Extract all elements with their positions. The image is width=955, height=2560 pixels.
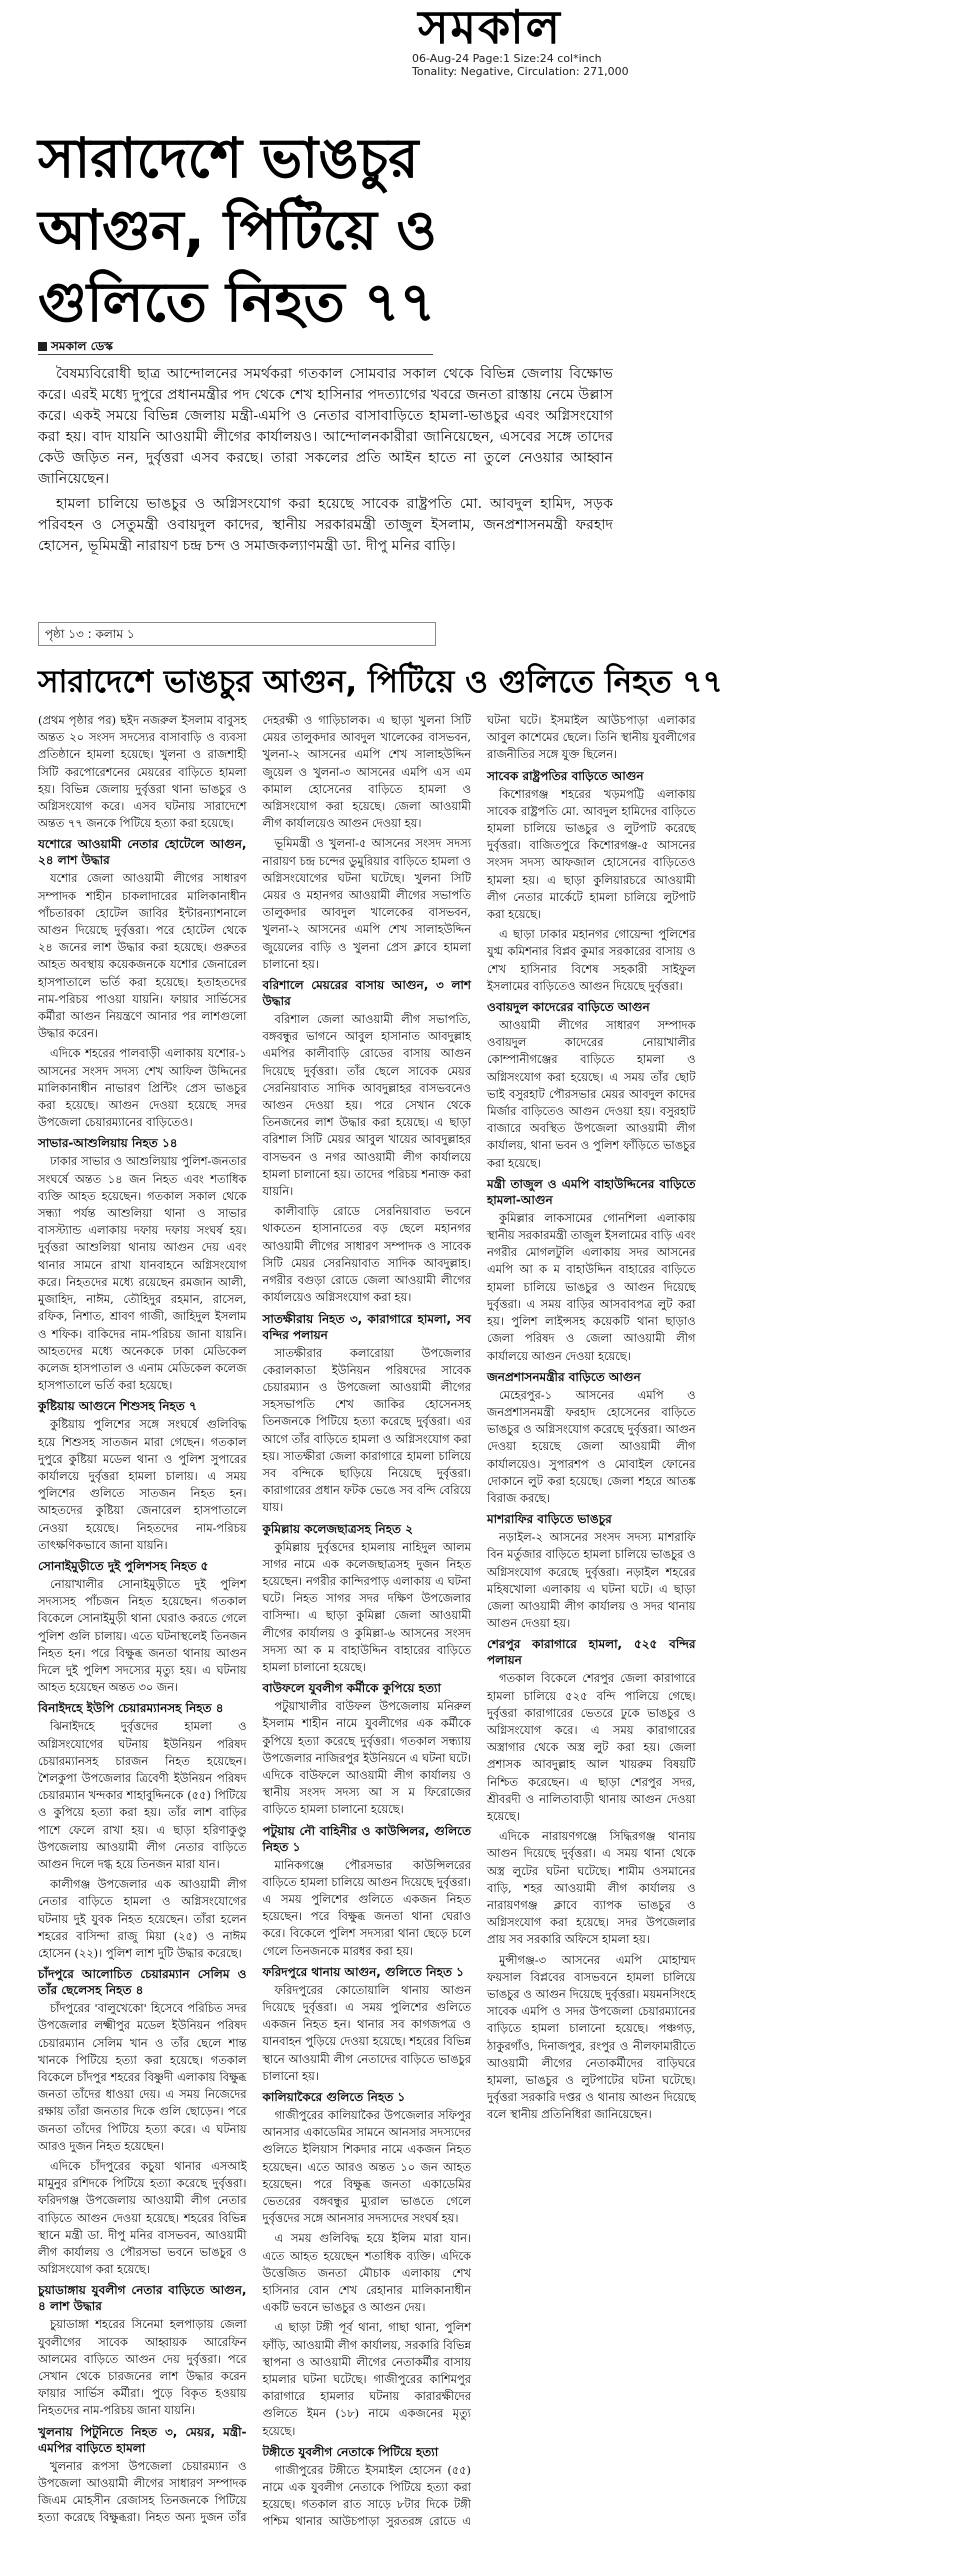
body-paragraph: চাঁদপুরের 'বালুখেকো' হিসেবে পরিচিত সদর উপজেলার লক্ষ্মীপুর মডেল ইউনিয়ন পরিষদ চেয়ারম্যান সেলিম খান ও তাঁর ছেলে শান্ত খানকে পিটিয়ে হত্যা করা হয়েছে। গতকাল বিকেলে চাঁদপুর শহরের বিষ্ণুদী এলাকায় বিক্ষুব্ধ জনতা তাঁদের ধাওয়া দেয়। এ সময় নিজেদের রক্ষায় তাঁরা জনতার দিকে গুলি ছোড়েন। পরে জনতা তাঁদের পিটিয়ে হত্যা করে। এ ঘটনায় আরও দুজন নিহত হয়েছেন। — [38, 2001, 247, 2153]
section-subheading: কুমিল্লায় কলেজছাত্রসহ নিহত ২ — [262, 1521, 414, 1536]
section-subheading: যশোরে আওয়ামী নেতার হোটেলে আগুন, ২৪ লাশ উদ্ধার — [38, 837, 247, 868]
continued-label: পৃষ্ঠা ১৩ : কলাম ১ — [38, 622, 436, 646]
body-paragraph: এদিকে নারায়ণগঞ্জে সিদ্ধিরগঞ্জ থানায় আগুন দিয়েছে দুর্বৃত্তরা। এ সময় থানা থেকে অস্ত্র লুটের ঘটনা ঘটেছে। শামীম ওসমানের বাড়ি, শহর আওয়ামী লীগ কার্যালয় ও নারায়ণগঞ্জ ক্লাবে ব্যাপক ভাঙচুর ও অগ্নিসংযোগ করা হয়েছে। সদর উপজেলার প্রায় সব সরকারি অফিসে হামলা হয়। — [487, 1829, 696, 1947]
body-paragraph: গাজীপুরের টঙ্গীতে ইসমাইল হোসেন (৫৫) নামে এক যুবলীগ নেতাকে পিটিয়ে হত্যা করা হয়েছে। গতকাল রাত সাড়ে ৮টার দিকে টঙ্গী পশ্চিম থানার আউচপাড়া সুরতরঙ্গ রোডে এ ঘটনা ঘটে। ইসমাইল আউচপাড়া এলাকার আবুল কাশেমের ছেলে। তিনি স্থানীয় যুবলীগের রাজনীতির সঙ্গে যুক্ত ছিলেন। — [262, 713, 696, 2529]
body-paragraph: আওয়ামী লীগের সাধারণ সম্পাদক ওবায়দুল কাদেরের নোয়াখালীর কোম্পানীগঞ্জের বাড়িতে হামলা ও অগ্নিসংযোগ করা হয়েছে। এ সময় তাঁর ছোট ভাই বসুরহাট পৌরসভার মেয়র আবদুল কাদের মির্জার বাড়িতেও আগুন দেওয়া হয়। বসুরহাট বাজারে অবস্থিত উপজেলা আওয়ামী লীগ কার্যালয়, থানা ভবন ও পুলিশ ফাঁড়িতে ভাঙচুর করা হয়েছে। — [487, 1018, 696, 1170]
byline — [38, 338, 433, 355]
body-paragraph: কালীগঞ্জ উপজেলার এক আওয়ামী লীগ নেতার বাড়িতে হামলা ও অগ্নিসংযোগের ঘটনায় দুই যুবক নিহত হয়েছেন। তাঁরা হলেন শহরের বাসিন্দা রাজু মিয়া (২৫) ও নাঈম হোসেন (২২)। পুলিশ লাশ দুটি উদ্ধার করেছে। — [38, 1877, 247, 1960]
intro-paragraph: বৈষম্যবিরোধী ছাত্র আন্দোলনের সমর্থকরা গতকাল সোমবার সকাল থেকে বিভিন্ন জেলায় বিক্ষোভ করে। এরই মধ্যে দুপুরে প্রধানমন্ত্রীর পদ থেকে শেখ হাসিনার পদত্যাগের খবরে জনতা রাস্তায় নেমে উল্লাস করে। একই সময়ে বিভিন্ন জেলায় মন্ত্রী-এমপি ও নেতার বাসাবাড়িতে হামলা-ভাঙচুর এবং অগ্নিসংযোগ করা হয়। বাদ যায়নি আওয়ামী লীগের কার্যালয়ও। আন্দোলনকারীরা জানিয়েছেন, এসবের সঙ্গে তাদের কেউ জড়িত নন, দুর্বৃত্তরা এসব করছে। তারা সকলের প্রতি আইন হাতে না তুলে নেওয়ার আহ্বান জানিয়েছেন। — [38, 366, 613, 487]
body-paragraph: ফরিদপুরের কোতোয়ালি থানায় আগুন দিয়েছে দুর্বৃত্তরা। এ সময় পুলিশের গুলিতে একজন নিহত হন। থানার সব কাগজপত্র ও যানবাহন পুড়িয়ে দেওয়া হয়েছে। শহরের বিভিন্ন স্থানে আওয়ামী লীগ নেতাদের বাড়িতে ভাঙচুর চালানো হয়। — [262, 1982, 471, 2083]
section-subheading: চাঁদপুরে আলোচিত চেয়ারম্যান সেলিম ও তাঁর ছেলেসহ নিহত ৪ — [38, 1967, 247, 1998]
body-paragraph: নড়াইল-২ আসনের সংসদ সদস্য মাশরাফি বিন মর্তুজার বাড়িতে হামলা চালিয়ে ভাঙচুর ও অগ্নিসংযোগ করেছে দুর্বৃত্তরা। নড়াইল শহরের মহিষখোলা এলাকায় এ ঘটনা ঘটে। এ ছাড়া জেলা আওয়ামী লীগ কার্যালয় ও সদর থানায় আগুন দেওয়া হয়। — [487, 1530, 696, 1631]
body-paragraph: ঝিনাইদহে দুর্বৃত্তদের হামলা ও অগ্নিসংযোগের ঘটনায় ইউনিয়ন পরিষদ চেয়ারম্যানসহ চারজন নিহত হয়েছেন। শৈলকুপা উপজেলার ত্রিবেণী ইউনিয়ন পরিষদ চেয়ারম্যান খন্দকার শাহাবুদ্দিনকে (৫৫) পিটিয়ে ও কুপিয়ে হত্যা করা হয়। তাঁর লাশ বাড়ির পাশে ফেলে রাখা হয়। এ ছাড়া হরিণাকুণ্ডু উপজেলায় আওয়ামী লীগ নেতার বাড়িতে আগুন দিলে দগ্ধ হয়ে তিনজন মারা যান। — [38, 1719, 247, 1871]
intro-paragraph: হামলা চালিয়ে ভাঙচুর ও অগ্নিসংযোগ করা হয়েছে সাবেক রাষ্ট্রপতি মো. আবদুল হামিদ, সড়ক পরিবহন ও সেতুমন্ত্রী ওবায়দুল কাদের, স্থানীয় সরকারমন্ত্রী তাজুল ইসলাম, জনপ্রশাসনমন্ত্রী ফরহাদ হোসেন, ভূমিমন্ত্রী নারায়ণ চন্দ্র চন্দ ও সমাজকল্যাণমন্ত্রী ডা. দীপু মনির বাড়ি। — [38, 496, 613, 554]
section-subheading: সাবেক রাষ্ট্রপতির বাড়িতে আগুন — [487, 768, 644, 783]
body-paragraph: কুষ্টিয়ায় পুলিশের সঙ্গে সংঘর্ষে গুলিবিদ্ধ হয়ে শিশুসহ সাতজন মারা গেছেন। গতকাল দুপুরে কুষ্টিয়া মডেল থানা ও পুলিশ সুপারের কার্যালয়ে দুর্বৃত্তরা হামলা চালায়। এ সময় পুলিশের গুলিতে সাতজন নিহত হন। আহতদের কুষ্টিয়া জেনারেল হাসপাতালে নেওয়া হয়েছে। নিহতদের নাম-পরিচয় তাৎক্ষণিকভাবে জানা যায়নি। — [38, 1417, 247, 1552]
section-subheading: কুষ্টিয়ায় আগুনে শিশুসহ নিহত ৭ — [38, 1399, 197, 1414]
body-paragraph: চুয়াডাঙ্গা শহরের সিনেমা হলপাড়ায় জেলা যুবলীগের সাবেক আহ্বায়ক আরেফিন আলমের বাড়িতে আগুন দেয় দুর্বৃত্তরা। পরে সেখান থেকে চারজনের লাশ উদ্ধার করেন ফায়ার সার্ভিস কর্মীরা। পুড়ে বিকৃত হওয়ায় নিহতদের নাম-পরিচয় জানা যায়নি। — [38, 2317, 247, 2418]
inner-headline: সারাদেশে ভাঙচুর আগুন, পিটিয়ে ও গুলিতে নিহত ৭৭ — [38, 664, 723, 700]
body-paragraph: মানিকগঞ্জে পৌরসভার কাউন্সিলরের বাড়িতে হামলা চালিয়ে আগুন দিয়েছে দুর্বৃত্তরা। এ সময় পুলিশের গুলিতে একজন নিহত হয়েছেন। পরে বিক্ষুব্ধ জনতা থানা ঘেরাও করে। বিকেলে পুলিশ সদস্যরা থানা ছেড়ে চলে গেলে তিনজনকে মারধর করা হয়। — [262, 1857, 471, 1958]
section-subheading: খুলনায় পিটুনিতে নিহত ৩, মেয়র, মন্ত্রী-এমপির বাড়িতে হামলা — [38, 2424, 247, 2455]
intro-text — [38, 364, 613, 561]
byline-square-icon — [38, 342, 47, 351]
section-subheading: টঙ্গীতে যুবলীগ নেতাকে পিটিয়ে হত্যা — [262, 2444, 439, 2459]
body-paragraph: কালীবাড়ি রোডে সেরনিয়াবাত ভবনে থাকতেন হাসানাতের বড় ছেলে মহানগর আওয়ামী লীগের সাধারণ সম্পাদক ও সাবেক সিটি মেয়র সেরনিয়াবাত সাদিক আবদুল্লাহ। নগরীর বগুড়া রোডে জেলা আওয়ামী লীগের কার্যালয়েও অগ্নিসংযোগ করা হয়। — [262, 1204, 471, 1305]
masthead — [0, 0, 955, 80]
body-paragraph: যশোর জেলা আওয়ামী লীগের সাধারণ সম্পাদক শাহীন চাকলাদারের মালিকানাধীন পাঁচতারকা হোটেল জাবির ইন্টারন্যাশনালে আগুন দিয়েছে দুর্বৃত্তরা। পরে হোটেল থেকে ২৪ জনের লাশ উদ্ধার করা হয়েছে। গুরুতর আহত অবস্থায় কয়েকজনকে যশোর জেনারেল হাসপাতালে ভর্তি করা হয়েছে। হতাহতদের নাম-পরিচয় পাওয়া যায়নি। ফায়ার সার্ভিসের কর্মীরা আগুন নিয়ন্ত্রণে আনার পর লাশগুলো উদ্ধার করেন। — [38, 871, 247, 1041]
section-subheading: বরিশালে মেয়রের বাসায় আগুন, ৩ লাশ উদ্ধার — [262, 978, 471, 1009]
section-subheading: সোনাইমুড়ীতে দুই পুলিশসহ নিহত ৫ — [38, 1558, 209, 1573]
body-paragraph: ঢাকার সাভার ও আশুলিয়ায় পুলিশ-জনতার সংঘর্ষে অন্তত ১৪ জন নিহত এবং শতাধিক ব্যক্তি আহত হয়েছেন। গতকাল সকাল থেকে সন্ধ্যা পর্যন্ত আশুলিয়া থানা ও সাভার বাসস্ট্যান্ড এলাকায় দফায় দফায় সংঘর্ষ হয়। দুর্বৃত্তরা আশুলিয়া থানায় আগুন দেয় এবং থানার সামনে রাখা যানবাহনে অগ্নিসংযোগ করে। নিহতদের মধ্যে রয়েছেন রমজান আলী, মুজাহিদ, নাঈম, তৌহিদুর রহমান, রাসেল, রফিক, নিশাত, শ্রাবণ গাজী, জাহিদুল ইসলাম ও শফিক। বাকিদের নাম-পরিচয় জানা যায়নি। আহতদের মধ্যে অনেককে ঢাকা মেডিকেল কলেজ হাসপাতাল ও এনাম মেডিকেল কলেজ হাসপাতালে ভর্তি করা হয়েছে। — [38, 1154, 247, 1393]
body-paragraph: নোয়াখালীর সোনাইমুড়ীতে দুই পুলিশ সদস্যসহ পাঁচজন নিহত হয়েছেন। গতকাল বিকেলে সোনাইমুড়ী থানা ঘেরাও করতে গেলে পুলিশ গুলি চালায়। এতে ঘটনাস্থলেই তিনজন নিহত হন। পরে বিক্ষুব্ধ জনতা থানায় আগুন দিলে দুই পুলিশ সদস্যের মৃত্যু হয়। এ ঘটনায় আহত হয়েছেন অন্তত ৩০ জন। — [38, 1576, 247, 1695]
body-paragraph: এ ছাড়া টঙ্গী পূর্ব থানা, গাছা থানা, পুলিশ ফাঁড়ি, আওয়ামী লীগ কার্যালয়, সরকারি বিভিন্ন স্থাপনা ও আওয়ামী লীগের নেতাকর্মীর বাসায় হামলার ঘটনা ঘটেছে। গাজীপুরের কাশিমপুর কারাগারে হামলার ঘটনায় কারারক্ষীদের গুলিতে ইমন (১৮) নামে একজনের মৃত্যু হয়েছে। — [262, 2320, 471, 2438]
article-body-columns — [38, 712, 920, 2542]
body-paragraph: খুলনার রূপসা উপজেলা চেয়ারম্যান ও উপজেলা আওয়ামী লীগের সাধারণ সম্পাদক জিএম মোহসীন রেজাসহ তিনজনকে পিটিয়ে হত্যা করেছে বিক্ষুব্ধরা। নিহত অন্য দুজন তাঁর দেহরক্ষী ও গাড়িচালক। এ ছাড়া খুলনা সিটি মেয়র তালুকদার আবদুল খালেকের বাসভবন, খুলনা-২ আসনের এমপি শেখ সালাহউদ্দিন জুয়েল ও খুলনা-৩ আসনের এমপি এস এম কামাল হোসেনের বাড়িতে হামলা ও অগ্নিসংযোগ করা হয়েছে। জেলা আওয়ামী লীগ কার্যালয়েও আগুন দেওয়া হয়। — [38, 713, 471, 2525]
section-subheading: শেরপুর কারাগারে হামলা, ৫২৫ বন্দির পলায়ন — [487, 1637, 696, 1668]
clip-details: Tonality: Negative, Circulation: 271,000 — [412, 65, 629, 78]
body-paragraph: কিশোরগঞ্জ শহরের খড়মপট্টি এলাকায় সাবেক রাষ্ট্রপতি মো. আবদুল হামিদের বাড়িতে হামলা চালিয়ে ভাঙচুর ও লুটপাট করেছে দুর্বৃত্তরা। বাজিতপুরে কিশোরগঞ্জ-৫ আসনের সংসদ সদস্য আফজাল হোসেনের বাড়িতেও হামলা হয়। এ ছাড়া কুলিয়ারচরে আওয়ামী লীগ নেতার মার্কেটে হামলা চালিয়ে লুটপাট করা হয়েছে। — [487, 786, 696, 922]
body-paragraph: ভূমিমন্ত্রী ও খুলনা-৫ আসনের সংসদ সদস্য নারায়ণ চন্দ্র চন্দের ডুমুরিয়ার বাড়িতে হামলা ও অগ্নিসংযোগের ঘটনা ঘটেছে। খুলনা সিটি মেয়র ও মহানগর আওয়ামী লীগের সভাপতি তালুকদার আবদুল খালেকের বাসভবন, খুলনা-২ আসনের এমপি শেখ সালাহউদ্দিন জুয়েলের বাড়ি ও খুলনা প্রেস ক্লাবে হামলা চালানো হয়। — [262, 836, 471, 971]
main-headline: সারাদেশে ভাঙচুর আগুন, পিটিয়ে ও গুলিতে নিহত ৭৭ — [38, 126, 437, 334]
body-paragraph: গতকাল বিকেলে শেরপুর জেলা কারাগারে হামলা চালিয়ে ৫২৫ বন্দি পালিয়ে গেছে। দুর্বৃত্তরা কারাগারের ভেতরে ঢুকে ভাঙচুর ও অগ্নিসংযোগ করে। এ সময় কারাগারের অস্ত্রাগার থেকে অস্ত্র লুট করা হয়। জেলা প্রশাসক আবদুল্লাহ আল খায়রুম বিষয়টি নিশ্চিত করেছেন। এ ছাড়া শেরপুর সদর, শ্রীবরদী ও নালিতাবাড়ী থানায় আগুন দেওয়া হয়েছে। — [487, 1671, 696, 1823]
body-paragraph: এদিকে শহরের পালবাড়ী এলাকায় যশোর-১ আসনের সংসদ সদস্য শেখ আফিল উদ্দিনের মালিকানাধীন নাভারণ প্রিন্টিং প্রেস ভাঙচুর করা হয়েছে। আগুন দেওয়া হয়েছে সদর উপজেলা চেয়ারম্যানের বাড়িতেও। — [38, 1046, 247, 1130]
body-paragraph: গাজীপুরের কালিয়াকৈর উপজেলার সফিপুর আনসার একাডেমির সামনে আনসার সদস্যদের গুলিতে ইলিয়াস শিকদার নামে একজন নিহত হয়েছেন। এতে আরও অন্তত ১০ জন আহত হয়েছেন। পরে বিক্ষুব্ধ জনতা একাডেমির ভেতরের বঙ্গবন্ধুর ম্যুরাল ভাঙতে গেলে দুর্বৃত্তদের সঙ্গে আনসার সদস্যদের সংঘর্ষ হয়। — [262, 2108, 471, 2226]
section-subheading: কালিয়াকৈরে গুলিতে নিহত ১ — [262, 2090, 406, 2105]
section-subheading: বাউফলে যুবলীগ কর্মীকে কুপিয়ে হত্যা — [262, 1681, 441, 1696]
body-paragraph: সাতক্ষীরার কলারোয়া উপজেলার কেরালকাতা ইউনিয়ন পরিষদের সাবেক চেয়ারম্যান ও উপজেলা আওয়ামী লীগের সহসভাপতি শেখ জাকির হোসেনসহ তিনজনকে পিটিয়ে হত্যা করেছে দুর্বৃত্তরা। এর আগে তাঁর বাড়িতে হামলা ও অগ্নিসংযোগ করা হয়। সাতক্ষীরা জেলা কারাগারে হামলা চালিয়ে সব বন্দিকে ছাড়িয়ে নিয়েছে দুর্বৃত্তরা। কারাগারের প্রধান ফটক ভেঙে সব বন্দি বেরিয়ে যায়। — [262, 1345, 471, 1515]
clip-info: 06-Aug-24 Page:1 Size:24 col*inch — [412, 52, 602, 65]
body-paragraph: (প্রথম পৃষ্ঠার পর) ছইদ নজরুল ইসলাম বাবুসহ অন্তত ২০ সংসদ সদস্যের বাসাবাড়ি ও ব্যবসা প্রতিষ্ঠানে হামলা হয়েছে। খুলনা ও রাজশাহী সিটি করপোরেশনের মেয়রের বাড়িতে হামলা হয়। বিভিন্ন জেলায় দুর্বৃত্তরা থানা ভাঙচুর ও অগ্নিসংযোগ করে। এসব ঘটনায় সারাদেশে অন্তত ৭৭ জনকে পিটিয়ে হত্যা করা হয়েছে। — [38, 713, 247, 831]
section-subheading: ফরিদপুরে থানায় আগুন, গুলিতে নিহত ১ — [262, 1964, 464, 1979]
section-subheading: ওবায়দুল কাদেরের বাড়িতে আগুন — [487, 1000, 650, 1015]
body-paragraph: কুমিল্লার লাকসামের গোনশিলা এলাকায় স্থানীয় সরকারমন্ত্রী তাজুল ইসলামের বাড়ি এবং নগরীর মোগলটুলি এলাকায় সদর আসনের এমপি আ ক ম বাহাউদ্দিন বাহারের বাড়িতে হামলা চালিয়ে ভাঙচুর ও আগুন দিয়েছে দুর্বৃত্তরা। এ সময় বাড়ির আসবাবপত্র লুট করা হয়। পুলিশ লাইন্সসহ কয়েকটি থানা ছাড়াও জেলা পরিষদ ও জেলা আওয়ামী লীগ কার্যালয়ে আগুন দেওয়া হয়েছে। — [487, 1210, 696, 1363]
section-subheading: সাতক্ষীরায় নিহত ৩, কারাগারে হামলা, সব বন্দির পলায়ন — [262, 1311, 471, 1342]
section-subheading: সাভার-আশুলিয়ায় নিহত ১৪ — [38, 1136, 178, 1151]
section-subheading: জনপ্রশাসনমন্ত্রীর বাড়িতে আগুন — [487, 1369, 641, 1384]
section-subheading: চুয়াডাঙ্গায় যুবলীগ নেতার বাড়িতে আগুন, ৪ লাশ উদ্ধার — [38, 2283, 247, 2314]
body-paragraph: এ সময় গুলিবিদ্ধ হয়ে ইলিম মারা যান। এতে আহত হয়েছেন শতাধিক ব্যক্তি। এদিকে উত্তেজিত জনতা মৌচাক এলাকায় শেখ হাসিনার বোন শেখ রেহানার মালিকানাধীন একটি ভবনে ভাঙচুর ও আগুন দেয়। — [262, 2231, 471, 2315]
byline-text: সমকাল ডেস্ক — [51, 339, 113, 353]
section-subheading: মাশরাফির বাড়িতে ভাঙচুর — [487, 1512, 612, 1527]
body-paragraph: কুমিল্লায় দুর্বৃত্তদের হামলায় নাহিদুল আলম সাগর নামে এক কলেজছাত্রসহ দুজন নিহত হয়েছেন। নগরীর কান্দিরপাড় এলাকায় এ ঘটনা ঘটে। নিহত সাগর সদর দক্ষিণ উপজেলার বাসিন্দা। এ ছাড়া কুমিল্লা জেলা আওয়ামী লীগের কার্যালয় ও কুমিল্লা-৬ আসনের সংসদ সদস্য আ ক ম বাহাউদ্দিন বাহারের বাড়িতে হামলা চালানো হয়েছে। — [262, 1539, 471, 1674]
newspaper-logo: সমকাল — [418, 0, 562, 54]
body-paragraph: মুন্সীগঞ্জ-৩ আসনের এমপি মোহাম্মদ ফয়সাল বিপ্লবের বাসভবনে হামলা চালিয়ে ভাঙচুর ও আগুন দিয়েছে দুর্বৃত্তরা। ময়মনসিংহে সাবেক এমপি ও সদর উপজেলা চেয়ারম্যানের বাড়িতে হামলা চালানো হয়েছে। পঞ্চগড়, ঠাকুরগাঁও, দিনাজপুর, রংপুর ও নীলফামারীতে আওয়ামী লীগের নেতাকর্মীদের বাড়িঘরে হামলা, ভাঙচুর ও লুটপাটের ঘটনা ঘটেছে। দুর্বৃত্তরা সরকারি দপ্তর ও থানায় আগুন দিয়েছে বলে স্থানীয় প্রতিনিধিরা জানিয়েছেন। — [487, 1952, 696, 2122]
body-paragraph: বরিশাল জেলা আওয়ামী লীগ সভাপতি, বঙ্গবন্ধুর ভাগনে আবুল হাসানাত আবদুল্লাহ এমপির কালীবাড়ি রোডের বাসায় আগুন দিয়েছে দুর্বৃত্তরা। তাঁর ছেলে সাবেক মেয়র সেরনিয়াবাত সাদিক আবদুল্লাহর বাসভবনেও আগুন দেওয়া হয়। পরে সেখান থেকে তিনজনের লাশ উদ্ধার করা হয়েছে। এ ছাড়া বরিশাল সিটি মেয়র আবুল খায়ের আবদুল্লাহর বাসভবন ও নগর আওয়ামী লীগ কার্যালয়ে হামলা চালানো হয়। তাদের পরিচয় শনাক্ত করা যায়নি। — [262, 1012, 471, 1199]
clip-meta — [412, 52, 629, 78]
body-paragraph: মেহেরপুর-১ আসনের এমপি ও জনপ্রশাসনমন্ত্রী ফরহাদ হোসেনের বাড়িতে ভাঙচুর ও অগ্নিসংযোগ করেছে দুর্বৃত্তরা। আগুন দেওয়া হয়েছে জেলা আওয়ামী লীগ কার্যালয়েও। সুপারশপ ও মোবাইল ফোনের দোকানে লুট করা হয়েছে। জেলা শহরে আতঙ্ক বিরাজ করছে। — [487, 1387, 696, 1505]
section-subheading: বিনাইদহে ইউপি চেয়ারম্যানসহ নিহত ৪ — [38, 1701, 224, 1716]
body-paragraph: এদিকে চাঁদপুরের কচুয়া থানার এসআই মামুনুর রশিদকে পিটিয়ে হত্যা করেছে দুর্বৃত্তরা। ফরিদগঞ্জ উপজেলায় আওয়ামী লীগ নেতার বাড়িতে আগুন দেওয়া হয়েছে। শহরের বিভিন্ন স্থানে মন্ত্রী ডা. দীপু মনির বাসভবন, আওয়ামী লীগ কার্যালয় ও পৌরসভা ভবনে ভাঙচুর ও অগ্নিসংযোগ করা হয়েছে। — [38, 2159, 247, 2277]
section-subheading: মন্ত্রী তাজুল ও এমপি বাহাউদ্দিনের বাড়িতে হামলা-আগুন — [487, 1176, 696, 1207]
body-paragraph: পটুয়াখালীর বাউফল উপজেলায় মনিরুল ইসলাম শাহীন নামে যুবলীগের এক কর্মীকে কুপিয়ে হত্যা করেছে দুর্বৃত্তরা। গতকাল সন্ধ্যায় উপজেলার নাজিরপুর ইউনিয়নে এ ঘটনা ঘটে। এদিকে বাউফলে আওয়ামী লীগ কার্যালয় ও স্থানীয় সংসদ সদস্য আ স ম ফিরোজের বাড়িতে হামলা চালানো হয়েছে। — [262, 1699, 471, 1817]
section-subheading: পটুয়ায় নৌ বাহিনীর ও কাউন্সিলর, গুলিতে নিহত ১ — [262, 1823, 471, 1854]
body-paragraph: এ ছাড়া ঢাকার মহানগর গোয়েন্দা পুলিশের যুগ্ম কমিশনার বিপ্লব কুমার সরকারের বাসায় ও শেখ হাসিনার বিশেষ সহকারী সাইফুল ইসলামের বাড়িতেও আগুন দিয়েছে দুর্বৃত্তরা। — [487, 927, 696, 993]
